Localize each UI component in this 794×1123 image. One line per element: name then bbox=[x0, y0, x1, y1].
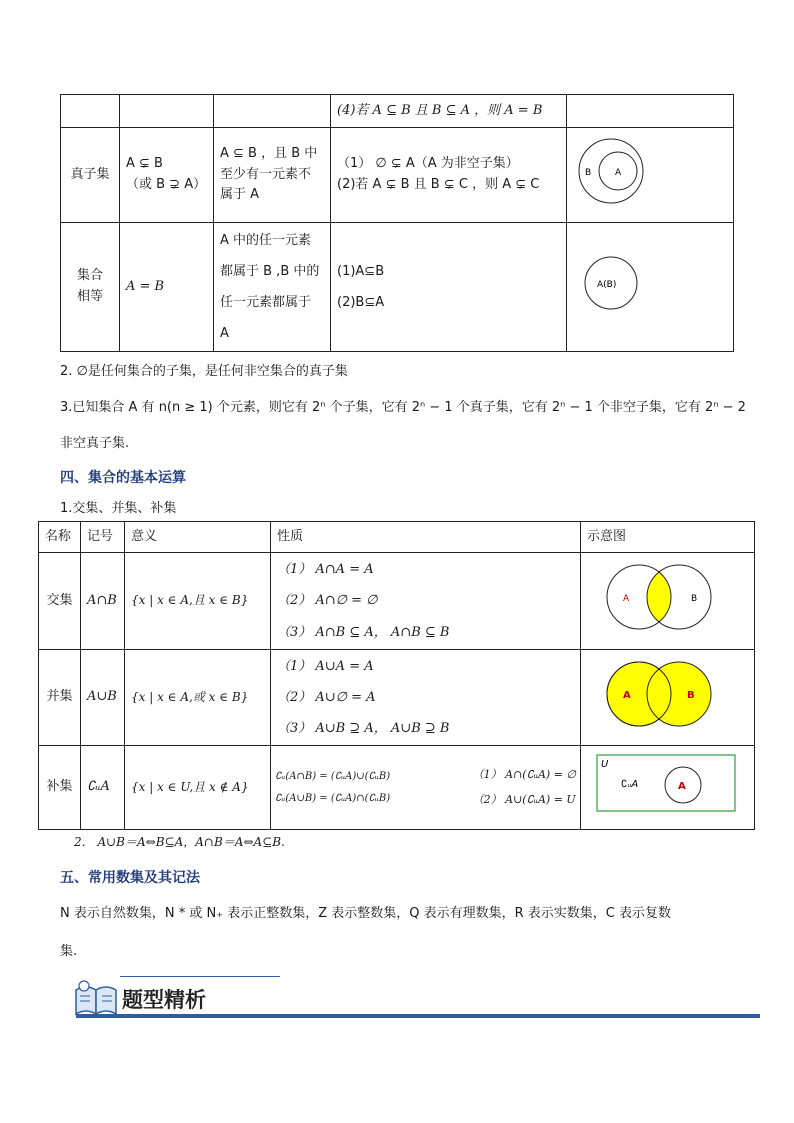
complement-laws: ∁ᵤ(A∩B) = (∁ᵤA)∪(∁ᵤB) ∁ᵤ(A∪B) = (∁ᵤA)∩(∁ᵤB) bbox=[275, 770, 391, 804]
property-cell: （1） ∅ ⊊ A（A 为非空子集） (2)若 A ⊊ B 且 B ⊊ C ，则 A ⊊ C bbox=[331, 128, 567, 223]
table-row bbox=[39, 553, 755, 650]
book-icon bbox=[72, 978, 120, 1018]
complement-venn bbox=[587, 749, 747, 819]
union-venn bbox=[587, 654, 747, 734]
meaning-cell: {x | x ∈ U,且 x ∉ A} bbox=[125, 746, 271, 830]
note-2: 2. ∅是任何集合的子集，是任何非空集合的真子集 bbox=[60, 364, 348, 379]
row-name: 补集 bbox=[39, 746, 81, 830]
meaning-cell: {x | x ∈ A,或 x ∈ B} bbox=[125, 650, 271, 746]
header-properties: 性质 bbox=[271, 522, 581, 553]
number-sets-line1: N 表示自然数集，N * 或 N₊ 表示正整数集，Z 表示整数集，Q 表示有理数集，R 表示实数集，C 表示复数 bbox=[60, 906, 671, 921]
diagram-cell bbox=[581, 650, 755, 746]
set-a-label: A bbox=[623, 594, 630, 605]
table-row bbox=[39, 650, 755, 746]
property-cell bbox=[271, 746, 581, 830]
intersection-venn bbox=[587, 557, 747, 637]
banner-title: 题型精析 bbox=[122, 988, 206, 1012]
subset-table bbox=[60, 94, 734, 352]
proper-subset-venn bbox=[573, 131, 723, 211]
notation-cell: A∪B bbox=[81, 650, 125, 746]
set-a-label: A bbox=[623, 689, 631, 701]
header-notation: 记号 bbox=[81, 522, 125, 553]
header-name: 名称 bbox=[39, 522, 81, 553]
complement-label: ∁ᵤA bbox=[621, 778, 639, 790]
property-cell: (4)若 A ⊆ B 且 B ⊆ A ，则 A = B bbox=[331, 95, 567, 128]
table-row bbox=[61, 128, 734, 223]
section-4-sub: 1.交集、并集、补集 bbox=[60, 501, 177, 516]
diagram-cell bbox=[567, 128, 734, 223]
notation-cell: A ⊊ B （或 B ⊋ A） bbox=[120, 128, 214, 223]
property-cell: （1） A∪A = A （2） A∪∅ = A （3） A∪B ⊇ A， A∪B ⊇ B bbox=[271, 650, 581, 746]
set-b-label: B bbox=[687, 689, 695, 701]
header-row bbox=[39, 522, 755, 553]
diagram-cell bbox=[581, 746, 755, 830]
set-b-label: B bbox=[585, 168, 592, 179]
row-name: 交集 bbox=[39, 553, 81, 650]
row-name: 集合 相等 bbox=[61, 223, 120, 352]
row-name: 真子集 bbox=[61, 128, 120, 223]
banner-top-line bbox=[120, 976, 280, 977]
header-diagram: 示意图 bbox=[581, 522, 755, 553]
property-cell: (1)A⊆B (2)B⊆A bbox=[331, 223, 567, 352]
meaning-cell: {x | x ∈ A,且 x ∈ B} bbox=[125, 553, 271, 650]
set-a-label: A bbox=[615, 168, 622, 179]
section-4-heading: 四、集合的基本运算 bbox=[60, 470, 186, 486]
notation-cell: A = B bbox=[120, 223, 214, 352]
equal-set-venn bbox=[573, 243, 723, 323]
table-row bbox=[61, 223, 734, 352]
diagram-cell bbox=[567, 223, 734, 352]
meaning-cell: A ⊆ B ，且 B 中 至少有一元素不 属于 A bbox=[214, 128, 331, 223]
notation-cell: ∁ᵤA bbox=[81, 746, 125, 830]
note-equivalences: 2． A∪B＝A⇔B⊆A，A∩B＝A⇔A⊆B. bbox=[74, 835, 285, 849]
table-row bbox=[61, 95, 734, 128]
row-name: 并集 bbox=[39, 650, 81, 746]
header-meaning: 意义 bbox=[125, 522, 271, 553]
note-3-line2: 非空真子集. bbox=[60, 436, 130, 451]
operations-table bbox=[38, 521, 755, 830]
table-row bbox=[39, 746, 755, 830]
note-3-line1: 3.已知集合 A 有 n(n ≥ 1) 个元素，则它有 2ⁿ 个子集，它有 2ⁿ − 1 个真子集，它有 2ⁿ − 1 个非空子集，它有 2ⁿ − 2 bbox=[60, 400, 746, 415]
banner-underline bbox=[76, 1014, 760, 1018]
complement-properties: （1） A∩(∁ᵤA) = ∅ （2） A∪(∁ᵤA) = U bbox=[472, 768, 576, 806]
section-5-heading: 五、常用数集及其记法 bbox=[60, 870, 200, 886]
notation-cell: A∩B bbox=[81, 553, 125, 650]
section-banner bbox=[72, 974, 762, 1022]
set-a-label: A bbox=[678, 780, 686, 792]
universal-label: U bbox=[601, 758, 609, 770]
property-cell: （1） A∩A = A （2） A∩∅ = ∅ （3） A∩B ⊆ A， A∩B ⊆ B bbox=[271, 553, 581, 650]
set-b-label: B bbox=[691, 594, 698, 605]
number-sets-line2: 集. bbox=[60, 944, 78, 959]
meaning-cell: A 中的任一元素 都属于 B ,B 中的 任一元素都属于 A bbox=[214, 223, 331, 352]
equal-label: A(B) bbox=[597, 280, 617, 291]
diagram-cell bbox=[581, 553, 755, 650]
